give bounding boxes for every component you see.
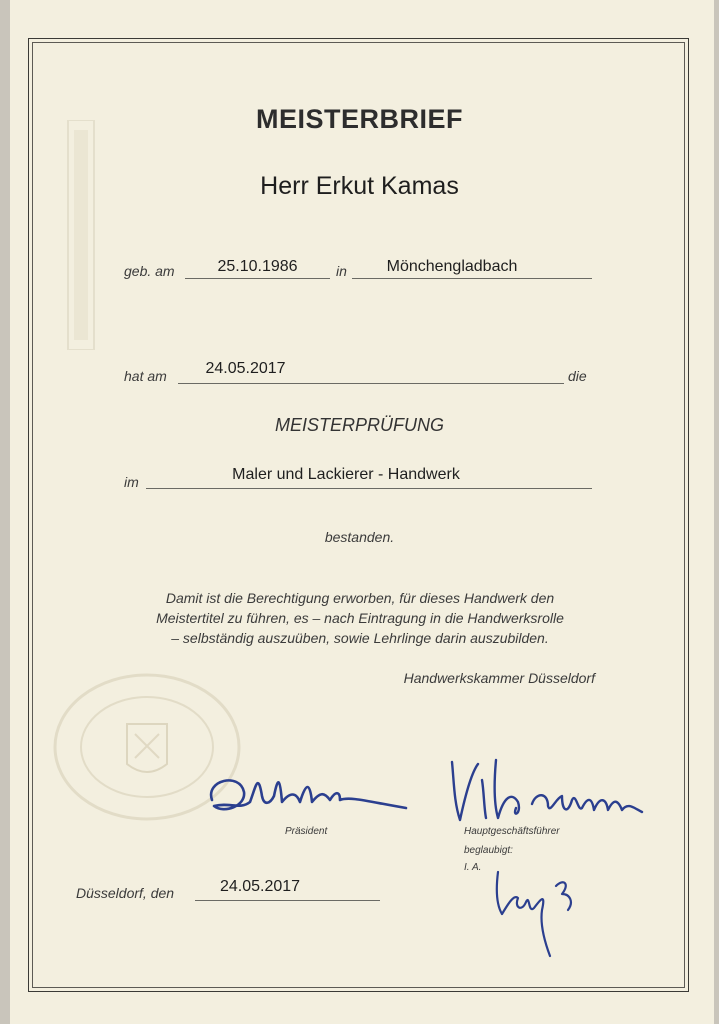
exam-date-line: [178, 383, 564, 384]
birth-place-value: Mönchengladbach: [386, 258, 518, 275]
place-date-value: 24.05.2017: [219, 878, 301, 895]
birth-date-label: geb. am: [124, 263, 175, 279]
statement-line-3: – selbständig auszuüben, sowie Lehrlinge darin auszubilden.: [171, 630, 549, 646]
trade-label: im: [124, 474, 139, 490]
exam-date-label: hat am: [124, 368, 167, 384]
trade-value: Maler und Lackierer - Handwerk: [232, 466, 460, 483]
manager-signature: [432, 752, 652, 832]
birth-date-line: [185, 278, 330, 279]
passed-text: bestanden.: [324, 529, 395, 545]
president-signature: [200, 762, 420, 832]
birth-place-line: [352, 278, 592, 279]
place-date-label: Düsseldorf, den: [76, 885, 175, 901]
president-label: Präsident: [285, 826, 328, 837]
statement-line-1: Damit ist die Berechtigung erworben, für dieses Handwerk den: [165, 590, 555, 606]
trade-line: [146, 488, 592, 489]
manager-label: Hauptgeschäftsführer: [464, 826, 560, 837]
exam-date-value: 24.05.2017: [205, 360, 286, 377]
recipient-name: Herr Erkut Kamas: [260, 172, 459, 200]
birth-place-label: in: [336, 263, 347, 279]
exam-suffix-label: die: [568, 368, 587, 384]
birth-date-value: 25.10.1986: [217, 258, 298, 275]
statement-line-2: Meistertitel zu führen, es – nach Eintragung in die Handwerksrolle: [156, 610, 564, 626]
ia-label: I. A.: [464, 862, 482, 873]
certifier-signature: [484, 864, 594, 964]
certified-label: beglaubigt:: [464, 845, 513, 856]
exam-title: MEISTERPRÜFUNG: [274, 415, 444, 435]
watermark-emboss: [62, 120, 102, 350]
document-title: MEISTERBRIEF: [255, 104, 463, 134]
place-date-line: [195, 900, 380, 901]
statement-paragraph: [90, 588, 630, 648]
issuer-name: Handwerkskammer Düsseldorf: [403, 670, 595, 686]
